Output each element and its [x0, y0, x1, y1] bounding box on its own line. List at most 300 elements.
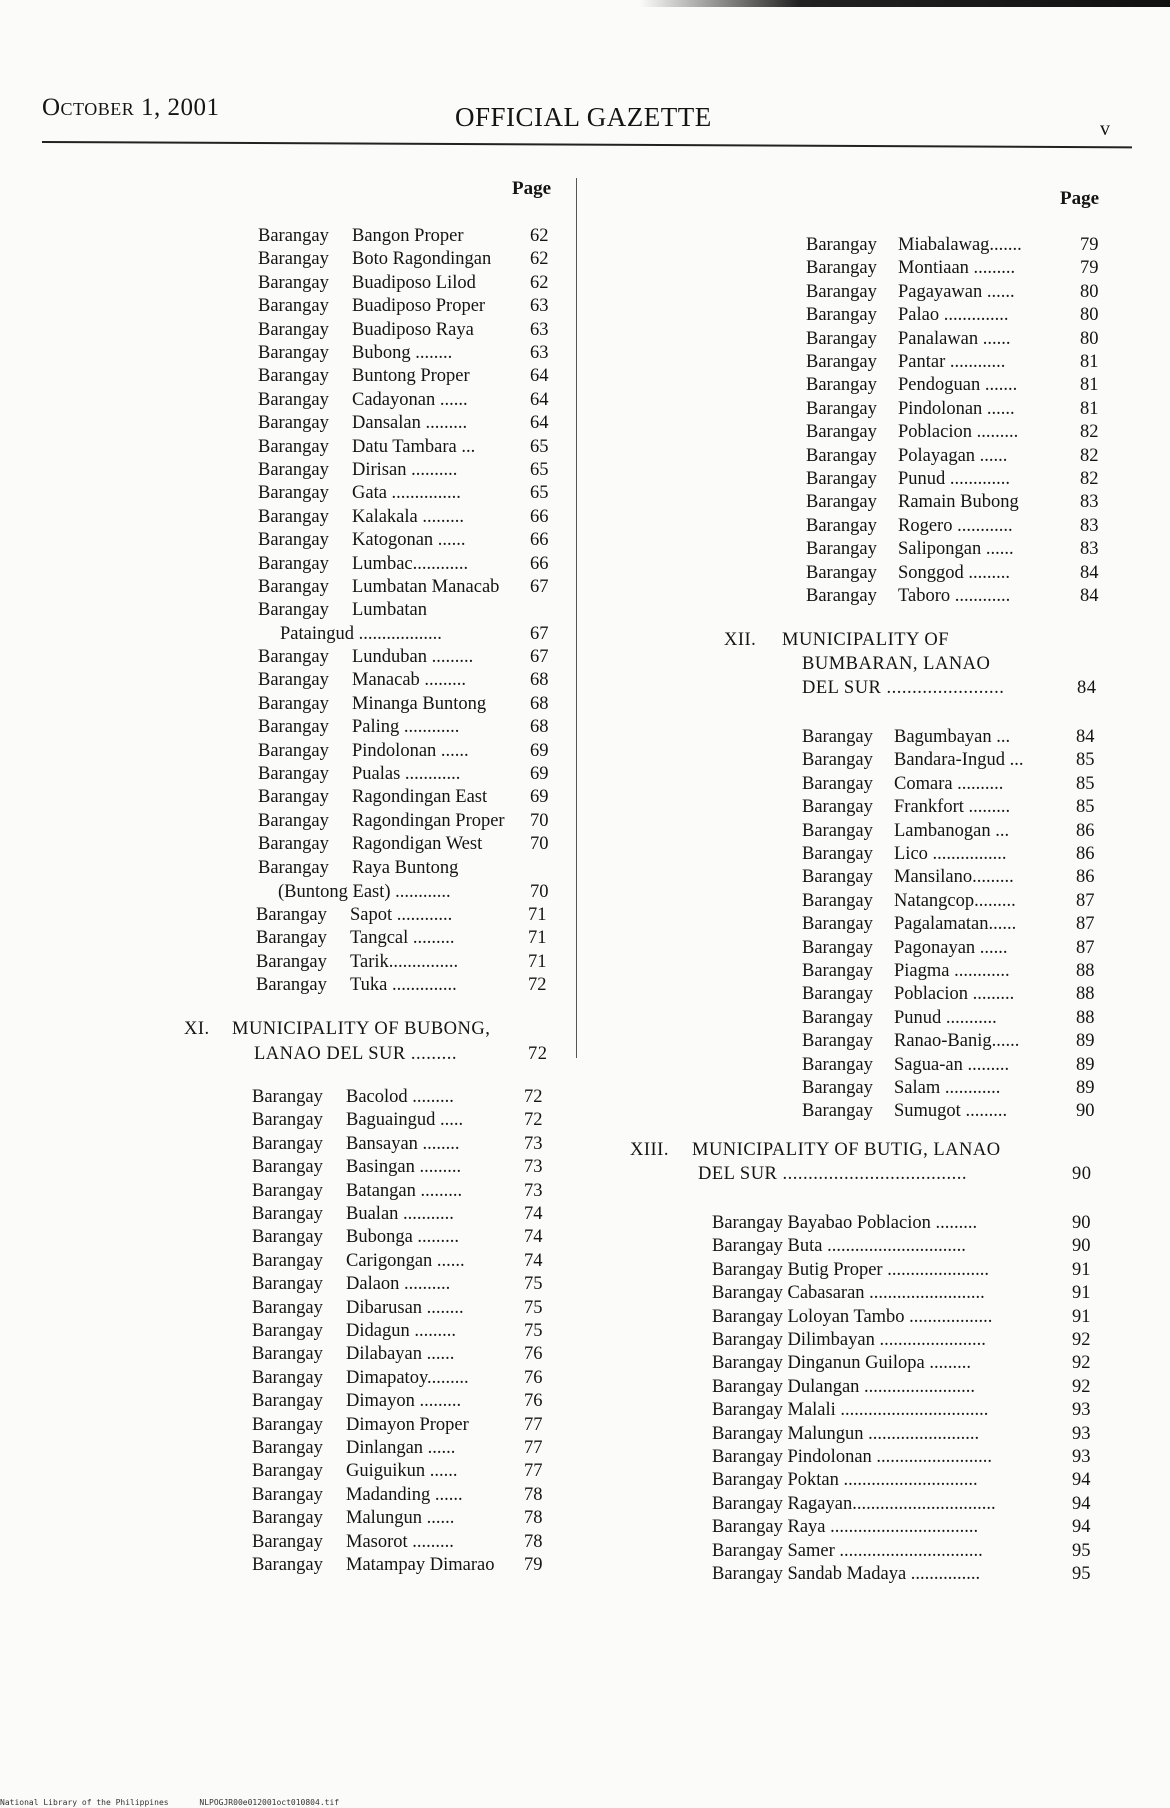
footer-file: NLPOGJR00e012001oct010804.tif — [199, 1798, 340, 1807]
entry-prefix: Barangay — [802, 1054, 873, 1075]
entry-prefix: Barangay — [258, 389, 329, 410]
toc-entry — [252, 1507, 552, 1529]
toc-entry — [258, 599, 558, 621]
entry-name: Malungun ...... — [346, 1508, 455, 1529]
toc-entry — [712, 1376, 1104, 1398]
entry-prefix: Barangay — [256, 905, 327, 925]
entry-name: Lambanogan ... — [894, 820, 1010, 841]
entry-name: Pagayawan ...... — [898, 281, 1015, 302]
entry-prefix: Barangay — [252, 1461, 323, 1482]
entry-page: 75 — [524, 1297, 543, 1318]
entry-page: 68 — [530, 693, 549, 714]
entry-prefix: Barangay — [802, 961, 873, 981]
entry-name: Polayagan ...... — [898, 445, 1008, 466]
entry-name: Dibarusan ........ — [346, 1297, 464, 1318]
entry-page: 71 — [528, 905, 547, 925]
toc-entry — [252, 1297, 552, 1319]
entry-page: 71 — [528, 951, 547, 972]
entry-prefix: Barangay — [802, 727, 873, 747]
entry-prefix: Barangay — [258, 810, 329, 831]
right-page-label: Page — [1060, 188, 1100, 209]
toc-entry — [252, 1273, 552, 1295]
toc-entry — [712, 1399, 1104, 1421]
entry-prefix: Barangay — [258, 530, 329, 551]
entry-prefix: Barangay — [252, 1484, 323, 1505]
entry-name: Dimayon Proper — [346, 1414, 469, 1435]
toc-entry — [712, 1352, 1104, 1374]
toc-entry — [806, 538, 1106, 560]
entry-name: Poblacion ......... — [898, 422, 1019, 443]
entry-page: 72 — [528, 975, 547, 996]
entry-name: Sumugot ......... — [894, 1101, 1008, 1122]
toc-entry — [806, 515, 1106, 537]
toc-entry — [712, 1282, 1104, 1304]
entry-page: 69 — [530, 740, 549, 761]
entry-prefix: Barangay — [806, 328, 877, 349]
toc-entry — [252, 1460, 552, 1482]
toc-entry — [258, 342, 558, 364]
toc-entry — [252, 1484, 552, 1506]
entry-page: 81 — [1080, 352, 1099, 372]
entry-prefix: Barangay — [252, 1414, 323, 1435]
entry-page: 69 — [530, 787, 549, 808]
entry-prefix: Barangay — [806, 515, 877, 536]
toc-entry — [806, 304, 1106, 326]
entry-prefix: Barangay — [256, 951, 327, 972]
toc-entry — [802, 796, 1104, 818]
entry-page: 72 — [524, 1110, 543, 1131]
entry-page: 74 — [524, 1227, 543, 1248]
toc-entry — [258, 810, 558, 832]
entry-prefix: Barangay — [252, 1321, 323, 1341]
entry-page: 83 — [1080, 515, 1099, 536]
entry-page: 62 — [530, 272, 549, 293]
entry-page: 78 — [524, 1484, 543, 1505]
toc-entry — [252, 1226, 552, 1248]
entry-name: Pagonayan ...... — [894, 937, 1008, 958]
toc-entry — [258, 763, 558, 785]
entry-page: 80 — [1080, 281, 1099, 302]
toc-entry — [258, 833, 558, 855]
toc-entry — [258, 576, 558, 598]
entry-text: Barangay Ragayan............................... — [712, 1493, 996, 1514]
toc-entry — [258, 646, 558, 668]
entry-page: 80 — [1080, 328, 1099, 349]
entry-page: 85 — [1076, 750, 1095, 771]
entry-name: Bagumbayan ... — [894, 727, 1011, 747]
entry-page: 63 — [530, 343, 549, 363]
toc-entry — [252, 1367, 552, 1389]
entry-prefix: Barangay — [258, 647, 329, 667]
toc-entry — [258, 459, 558, 481]
toc-entry — [806, 234, 1106, 256]
entry-page: 92 — [1072, 1376, 1091, 1397]
toc-entry — [258, 786, 558, 808]
toc-entry — [258, 319, 558, 341]
entry-page: 81 — [1080, 375, 1099, 396]
entry-page: 83 — [1080, 492, 1099, 513]
entry-page: 91 — [1072, 1259, 1091, 1280]
toc-entry — [252, 1390, 552, 1412]
entry-page: 90 — [1072, 1213, 1091, 1233]
toc-entry — [712, 1446, 1104, 1468]
entry-page: 90 — [1072, 1236, 1091, 1257]
toc-entry — [712, 1306, 1104, 1328]
entry-name: Paling ............ — [352, 717, 460, 738]
entry-name: Datu Tambara ... — [352, 436, 476, 457]
toc-entry — [802, 983, 1104, 1005]
toc-entry — [252, 1554, 552, 1576]
toc-entry — [258, 506, 558, 528]
entry-name: Tangcal ......... — [350, 928, 455, 949]
page-number: v — [1100, 118, 1110, 140]
toc-entry — [258, 529, 558, 551]
entry-prefix: Barangay — [806, 281, 877, 302]
publication-title: OFFICIAL GAZETTE — [455, 102, 712, 132]
entry-name: Guiguikun ...... — [346, 1461, 458, 1482]
entry-page: 82 — [1080, 422, 1099, 443]
entry-prefix: Barangay — [806, 305, 877, 326]
entry-name: Cadayonan ...... — [352, 389, 468, 410]
toc-entry — [258, 669, 558, 691]
entry-name: Comara .......... — [894, 773, 1004, 794]
entry-prefix: Barangay — [258, 764, 329, 784]
entry-page: 63 — [530, 319, 549, 340]
entry-page: 81 — [1080, 398, 1099, 419]
entry-name: Bualan ........... — [346, 1204, 454, 1224]
entry-prefix: Barangay — [802, 773, 873, 794]
entry-prefix: Barangay — [806, 422, 877, 443]
entry-name: Matampay Dimarao — [346, 1555, 495, 1575]
entry-page: 83 — [1080, 539, 1099, 560]
toc-entry — [802, 1007, 1104, 1029]
footer-library: National Library of the Philippines — [0, 1798, 169, 1807]
toc-entry — [252, 1133, 552, 1155]
entry-name: Pendoguan ....... — [898, 375, 1018, 396]
entry-prefix: Barangay — [258, 319, 329, 340]
entry-text: Barangay Pindolonan ......................... — [712, 1447, 993, 1467]
toc-entry — [252, 1320, 552, 1342]
entry-name: Katogonan ...... — [352, 530, 466, 551]
toc-continuation: Pataingud .................. 67 — [280, 624, 549, 644]
entry-name: Pualas ............ — [352, 764, 461, 784]
entry-prefix: Barangay — [258, 436, 329, 457]
entry-prefix: Barangay — [258, 740, 329, 761]
entry-name: Miabalawag....... — [898, 235, 1022, 255]
toc-entry — [802, 1030, 1104, 1052]
entry-name: Dinlangan ...... — [346, 1438, 456, 1458]
entry-name: Pagalamatan...... — [894, 914, 1017, 935]
entry-prefix: Barangay — [802, 1007, 873, 1028]
gazette-page: October 1, 2001 OFFICIAL GAZETTE v Page Page Barangay Bangon Proper 62 Barangay Boto Ragondingan 62 Barangay Buadiposo Lilod 62 Barangay Buadiposo Proper 63 Barangay Buadiposo Raya 63 Barangay Bubong ........ 63 Barangay Buntong Proper 64 Barangay Cadayonan ...... 64 Barangay Dansalan ......... 64 Barangay Datu Tambara ... 65 Barangay Dirisan .......... 65 Barangay Gata ............... 65 Barangay Kalakala ......... 66 Barangay Katogonan ...... 66 Barangay Lumbac............ 66 Barangay Lumbatan Manacab 67 Barangay Lumbatan Pataingud .................. 67 Barangay Lunduban ......... 67 Barangay Manacab ......... 68 Barangay Minanga Buntong 68 Barangay Paling ............ 68 Barangay Pindolonan ...... 69 Barangay Pualas ............ 69 Barangay Ragondingan East 69 Barangay Ragondingan Proper 70 Barangay Ragondigan West 70 Barangay Raya Buntong (Buntong East) ............ 70 Barangay Sapot ............ 71 Barangay Tangcal ......... 71 Barangay Tarik............... 71 Barangay Tuka .............. 72 XI. MUNICIPALITY OF BUBONG, LANAO DEL SUR ......... 72 Barangay Bacolod ......... 72 Barangay Baguaingud ..... 72 Barangay Bansayan ........ 73 Barangay Basingan ......... 73 Barangay Batangan ......... 73 Barangay Bualan ........... 74 Barangay Bubonga ......... 74 Barangay Carigongan ...... 74 Barangay Dalaon .......... 75 Barangay Dibarusan ........ 75 Barangay Didagun ......... 75 Barangay Dilabayan ...... 76 Barangay Dimapatoy......... 76 Barangay Dimayon ......... 76 Barangay Dimayon Proper 77 Barangay Dinlangan ...... 77 Barangay Guiguikun ...... 77 Barangay Madanding ...... 78 Barangay Malungun ...... 78 Barangay Masorot ......... 78 Barangay Matampay Dimarao 79 Barangay Miabalawag....... 79 Barangay Montiaan ......... 79 Barangay Pagayawan ...... 80 Barangay Palao .............. 80 Barangay Panalawan ...... 80 Barangay Pantar ............ 81 Barangay Pendoguan ....... 81 Barangay Pindolonan ...... 81 Barangay Poblacion ......... 82 Barangay Polayagan ...... 82 Barangay Punud ............. 82 Barangay Ramain Bubong 83 Barangay Rogero ............ 83 Barangay Salipongan ...... 83 Barangay Songgod ......... 84 Barangay Taboro ............ 84 XII. MUNICIPALITY OF BUMBARAN, LANAO DEL SUR ....................... 84 Barangay Bagumbayan ... 84 Barangay Bandara-Ingud ... 85 Barangay Comara .......... 85 Barangay Frankfort ......... 85 Barangay Lambanogan ... 86 Barangay Lico ................ 86 Barangay Mansilano......... 86 Barangay Natangcop......... 87 Barangay Pagalamatan...... 87 Barangay Pagonayan ...... 87 Barangay Piagma ............ 88 Barangay Poblacion ......... 88 Barangay Punud ........... 88 Barangay Ranao-Banig...... 89 Barangay Sagua-an ......... 89 Barangay Salam ............ 89 Barangay Sumugot ......... 90 XIII. MUNICIPALITY OF BUTIG, LANAO DEL SUR .................................... 90 Barangay Bayabao Poblacion ......... 90 Barangay Buta .............................. 90 Barangay Butig Proper ...................... 91 Barangay Cabasaran ......................... 91 Barangay Loloyan Tambo .................. 91 Barangay Dilimbayan ....................... 92 Barangay Dinganun Guilopa ......... 92 Barangay Dulangan ........................ 92 Barangay Malali ................................ 93 Barangay Malungun ........................ 93 Barangay Pindolonan ......................... 93 Barangay Poktan ............................. 94 Barangay Ragayan............................... 94 Barangay Raya ................................ 94 Barangay Samer ............................... 95 Barangay Sandab Madaya ............... 95 National Library of the Philippines NLPOGJR00e012001oct010804.tif — [0, 0, 1170, 1808]
entry-name: Boto Ragondingan — [352, 249, 492, 270]
entry-prefix: Barangay — [252, 1274, 323, 1295]
entry-page: 62 — [530, 249, 549, 270]
entry-name: Montiaan ......... — [898, 258, 1016, 279]
entry-name: Dansalan ......... — [352, 413, 468, 434]
scan-footer — [0, 1798, 365, 1807]
entry-page: 62 — [530, 226, 549, 246]
entry-page: 92 — [1072, 1353, 1091, 1374]
entry-prefix: Barangay — [258, 693, 329, 714]
entry-prefix: Barangay — [252, 1133, 323, 1154]
entry-page: 64 — [530, 366, 549, 387]
toc-entry — [802, 890, 1104, 912]
toc-entry — [256, 951, 556, 973]
entry-page: 86 — [1076, 844, 1095, 864]
left-page-label: Page — [512, 178, 552, 199]
toc-entry — [712, 1212, 1104, 1234]
entry-text: Barangay Poktan ............................. — [712, 1470, 978, 1491]
entry-prefix: Barangay — [806, 469, 877, 489]
entry-text: Barangay Cabasaran ......................... — [712, 1283, 985, 1304]
entry-page: 89 — [1076, 1078, 1095, 1098]
toc-entry — [802, 866, 1104, 888]
toc-entry — [806, 398, 1106, 420]
toc-entry — [802, 773, 1104, 795]
entry-prefix: Barangay — [252, 1250, 323, 1271]
entry-prefix: Barangay — [252, 1367, 323, 1388]
entry-name: Sagua-an ......... — [894, 1054, 1010, 1075]
entry-prefix: Barangay — [258, 670, 329, 691]
entry-prefix: Barangay — [806, 539, 877, 560]
toc-entry — [252, 1437, 552, 1459]
toc-entry — [256, 927, 556, 949]
entry-name: Gata ............... — [352, 483, 461, 504]
entry-name: Buadiposo Proper — [352, 296, 486, 317]
toc-entry — [258, 248, 558, 270]
toc-entry — [806, 421, 1106, 443]
entry-prefix: Barangay — [802, 1078, 873, 1098]
toc-entry — [258, 272, 558, 294]
toc-entry — [712, 1540, 1104, 1562]
entry-page: 88 — [1076, 1007, 1095, 1028]
toc-entry — [256, 974, 556, 996]
entry-name: Baguaingud ..... — [346, 1110, 464, 1131]
entry-prefix: Barangay — [258, 249, 329, 270]
entry-name: Palao .............. — [898, 305, 1009, 326]
entry-name: Bangon Proper — [352, 226, 464, 246]
toc-entry — [806, 445, 1106, 467]
entry-page: 64 — [530, 413, 549, 434]
entry-text: Barangay Buta .............................. — [712, 1236, 966, 1257]
entry-name: Pindolonan ...... — [898, 398, 1015, 419]
entry-prefix: Barangay — [806, 562, 877, 583]
entry-page: 87 — [1076, 914, 1095, 935]
toc-entry — [802, 913, 1104, 935]
entry-name: Punud ............. — [898, 469, 1011, 489]
entry-page: 75 — [524, 1321, 543, 1341]
entry-prefix: Barangay — [802, 750, 873, 771]
entry-prefix: Barangay — [806, 235, 877, 255]
entry-prefix: Barangay — [252, 1204, 323, 1224]
entry-page: 79 — [1080, 258, 1099, 279]
entry-page: 76 — [524, 1344, 543, 1365]
entry-prefix: Barangay — [802, 890, 873, 911]
toc-entry — [258, 365, 558, 387]
entry-name: Frankfort ......... — [894, 797, 1011, 818]
entry-prefix: Barangay — [802, 1031, 873, 1052]
entry-prefix: Barangay — [252, 1157, 323, 1178]
entry-name: Salipongan ...... — [898, 539, 1014, 560]
toc-entry — [806, 374, 1106, 396]
entry-page: 84 — [1080, 586, 1099, 606]
entry-prefix: Barangay — [806, 445, 877, 466]
entry-page: 65 — [530, 460, 549, 480]
toc-entry — [252, 1343, 552, 1365]
entry-name: Bansayan ........ — [346, 1133, 460, 1154]
entry-page: 72 — [524, 1087, 543, 1107]
entry-page: 93 — [1072, 1447, 1091, 1467]
toc-entry — [712, 1329, 1104, 1351]
entry-prefix: Barangay — [252, 1555, 323, 1575]
toc-entry — [806, 585, 1106, 607]
entry-name: Madanding ...... — [346, 1484, 463, 1505]
entry-page: 88 — [1076, 961, 1095, 981]
entry-page: 95 — [1072, 1564, 1091, 1584]
entry-page: 91 — [1072, 1283, 1091, 1304]
toc-entry — [802, 843, 1104, 865]
entry-name: Bacolod ......... — [346, 1087, 454, 1107]
entry-prefix: Barangay — [252, 1344, 323, 1365]
entry-prefix: Barangay — [258, 272, 329, 293]
entry-page: 65 — [530, 436, 549, 457]
entry-prefix: Barangay — [802, 867, 873, 888]
toc-entry — [712, 1493, 1104, 1515]
entry-prefix: Barangay — [252, 1087, 323, 1107]
entry-page: 64 — [530, 389, 549, 410]
entry-prefix: Barangay — [802, 914, 873, 935]
entry-prefix: Barangay — [802, 797, 873, 818]
section-heading-xi: XI. MUNICIPALITY OF BUBONG, — [184, 1019, 491, 1039]
entry-name: Didagun ......... — [346, 1321, 456, 1341]
issue-date: October 1, 2001 — [42, 94, 220, 121]
entry-name: Dilabayan ...... — [346, 1344, 455, 1365]
entry-page: 77 — [524, 1438, 543, 1458]
entry-page: 68 — [530, 717, 549, 738]
entry-name: Masorot ......... — [346, 1531, 454, 1552]
toc-entry — [256, 904, 556, 926]
entry-name: Piagma ............ — [894, 961, 1010, 981]
entry-prefix: Barangay — [258, 366, 329, 387]
entry-name: Lumbatan Manacab — [352, 577, 500, 597]
entry-name: Ragondingan East — [352, 787, 488, 808]
toc-entry — [802, 726, 1104, 748]
toc-entry — [712, 1259, 1104, 1281]
entry-page: 93 — [1072, 1400, 1091, 1421]
entry-prefix: Barangay — [252, 1391, 323, 1412]
entry-name: Dirisan .......... — [352, 460, 458, 480]
toc-entry — [712, 1235, 1104, 1257]
entry-page: 68 — [530, 670, 549, 691]
toc-entry — [806, 562, 1106, 584]
toc-entry — [802, 1054, 1104, 1076]
entry-page: 70 — [530, 810, 549, 831]
entry-text: Barangay Sandab Madaya ............... — [712, 1564, 981, 1584]
entry-prefix: Barangay — [258, 413, 329, 434]
entry-page: 73 — [524, 1133, 543, 1154]
entry-page: 66 — [530, 553, 549, 574]
entry-prefix: Barangay — [802, 937, 873, 958]
entry-name: Buntong Proper — [352, 366, 470, 387]
entry-prefix: Barangay — [806, 398, 877, 419]
entry-name: Manacab ......... — [352, 670, 467, 691]
toc-entry — [806, 281, 1106, 303]
toc-entry — [252, 1109, 552, 1131]
entry-prefix: Barangay — [258, 717, 329, 738]
entry-text: Barangay Butig Proper ...................... — [712, 1259, 989, 1280]
entry-page: 95 — [1072, 1540, 1091, 1561]
toc-entry — [712, 1516, 1104, 1538]
entry-page: 91 — [1072, 1306, 1091, 1327]
entry-text: Barangay Samer ............................... — [712, 1540, 983, 1561]
entry-name: Bandara-Ingud ... — [894, 750, 1024, 771]
entry-prefix: Barangay — [258, 506, 329, 527]
toc-entry — [258, 693, 558, 715]
entry-name: Tuka .............. — [350, 975, 457, 996]
toc-entry — [806, 468, 1106, 490]
entry-page: 73 — [524, 1180, 543, 1201]
entry-page: 73 — [524, 1157, 543, 1178]
toc-entry — [252, 1086, 552, 1108]
entry-page: 77 — [524, 1414, 543, 1435]
toc-entry — [252, 1250, 552, 1272]
entry-page: 77 — [524, 1461, 543, 1482]
entry-name: Raya Buntong — [352, 857, 459, 878]
entry-name: Kalakala ......... — [352, 506, 464, 527]
entry-prefix: Barangay — [806, 352, 877, 372]
entry-prefix: Barangay — [258, 226, 329, 246]
entry-page: 75 — [524, 1274, 543, 1295]
entry-page: 70 — [530, 834, 549, 855]
entry-page: 78 — [524, 1508, 543, 1529]
toc-entry — [712, 1423, 1104, 1445]
toc-entry — [802, 820, 1104, 842]
entry-prefix: Barangay — [256, 975, 327, 996]
entry-prefix: Barangay — [258, 460, 329, 480]
entry-prefix: Barangay — [258, 857, 329, 878]
toc-entry — [806, 328, 1106, 350]
entry-page: 94 — [1072, 1470, 1091, 1491]
entry-name: Lumbatan — [352, 600, 428, 621]
entry-page: 92 — [1072, 1330, 1091, 1350]
toc-continuation: (Buntong East) ............ 70 — [278, 882, 549, 902]
entry-prefix: Barangay — [256, 928, 327, 949]
column-divider — [576, 178, 577, 1058]
entry-prefix: Barangay — [802, 1101, 873, 1122]
entry-page: 85 — [1076, 773, 1095, 794]
toc-entry — [806, 257, 1106, 279]
entry-page: 67 — [530, 577, 549, 597]
toc-entry — [258, 436, 558, 458]
entry-prefix: Barangay — [806, 375, 877, 396]
entry-prefix: Barangay — [252, 1508, 323, 1529]
entry-name: Poblacion ......... — [894, 984, 1015, 1005]
toc-entry — [712, 1469, 1104, 1491]
toc-entry — [258, 225, 558, 247]
entry-text: Barangay Loloyan Tambo .................. — [712, 1306, 993, 1327]
entry-page: 79 — [1080, 235, 1099, 255]
entry-prefix: Barangay — [258, 600, 329, 621]
entry-page: 76 — [524, 1367, 543, 1388]
entry-name: Panalawan ...... — [898, 328, 1011, 349]
toc-entry — [802, 1077, 1104, 1099]
entry-text: Barangay Raya ................................ — [712, 1517, 979, 1538]
entry-name: Bubonga ......... — [346, 1227, 460, 1248]
entry-name: Dalaon .......... — [346, 1274, 451, 1295]
entry-prefix: Barangay — [252, 1531, 323, 1552]
entry-name: Buadiposo Lilod — [352, 272, 476, 293]
